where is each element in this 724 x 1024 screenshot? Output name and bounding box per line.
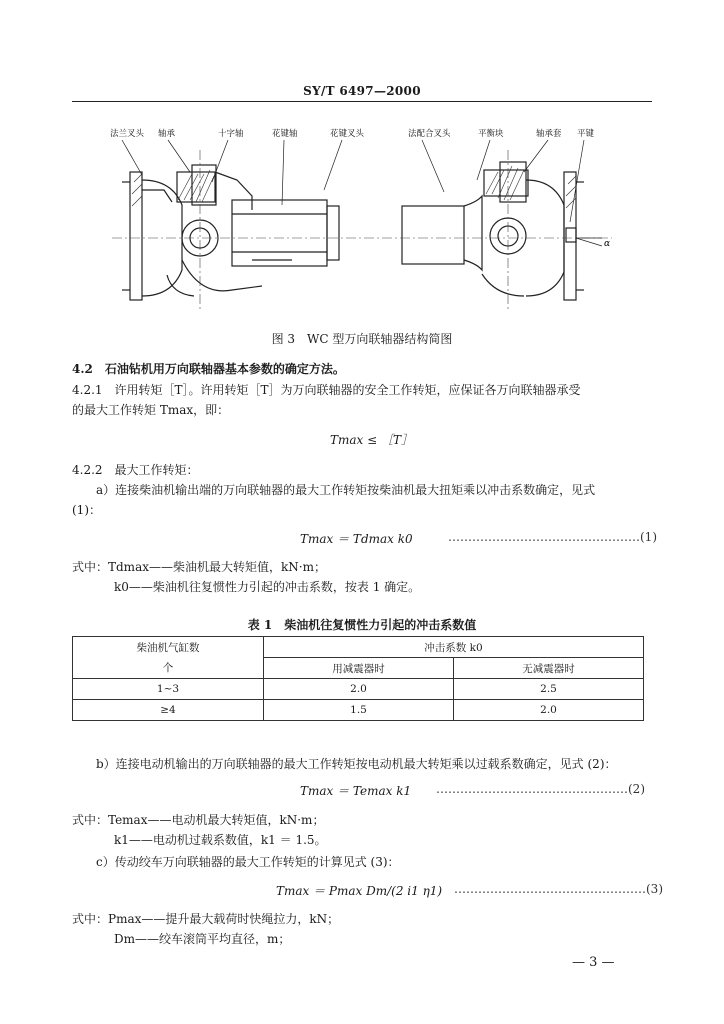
equation-3-number: …………………………………………(3) [454, 882, 663, 896]
table-1-title: 表 1 柴油机往复惯性力引起的冲击系数值 [247, 618, 477, 632]
table-row [73, 700, 644, 721]
where1-line1: 式中：Tdmax——柴油机最大转矩值，kN·m； [72, 560, 326, 574]
label-flat-key: 平键 [577, 129, 595, 139]
where2-line2: k1——电动机过载系数值，k1 ＝ 1.5。 [114, 833, 327, 847]
section-4-2-1-line1: 4.2.1 许用转矩［T］。许用转矩［T］为万向联轴器的安全工作转矩，应保证各万向联轴器承受 [72, 383, 581, 397]
page-header: SY/T 6497—2000 [303, 84, 421, 98]
where2-line1: 式中：Temax——电动机最大转矩值，kN·m； [72, 813, 325, 827]
table-head-group: 冲击系数 k0 [264, 637, 644, 658]
table-row [73, 679, 644, 700]
page-number: — 3 — [572, 955, 615, 970]
item-b: b）连接电动机输出的万向联轴器的最大工作转矩按电动机最大转矩乘以过载系数确定，见式 (2)： [96, 757, 617, 771]
table-cell: 1~3 [73, 679, 264, 700]
table-cell: ≥4 [73, 700, 264, 721]
label-cross-shaft: 十字轴 [218, 129, 244, 139]
where3-line2: Dm——绞车滚筒平均直径，m； [114, 932, 291, 946]
equation-2: Tmax ＝ Temax k1 [300, 784, 412, 798]
item-a-line2: (1)： [72, 503, 101, 517]
where3-line1: 式中：Pmax——提升最大载荷时快绳拉力，kN； [72, 912, 340, 926]
label-flange-yoke: 法兰叉头 [110, 129, 145, 139]
section-4-2-1-line2: 的最大工作转矩 Tmax，即： [72, 403, 230, 417]
equation-2-number: …………………………………………(2) [436, 782, 645, 796]
section-4-2: 4.2 石油钻机用万向联轴器基本参数的确定方法。 [72, 362, 345, 376]
table-1 [72, 636, 644, 721]
section-4-2-2: 4.2.2 最大工作转矩： [72, 463, 199, 477]
figure-3-drawing [72, 110, 652, 325]
equation-1: Tmax ＝ Tdmax k0 [300, 532, 413, 546]
inequality-formula: Tmax ≤ ［T］ [330, 433, 413, 447]
table-head-unit: 个 [73, 658, 264, 679]
table-head-sub1: 用减震器时 [264, 658, 454, 679]
table-cell: 2.5 [454, 679, 644, 700]
table-head-cylinders: 柴油机气缸数 [73, 637, 264, 658]
label-spline-shaft: 花键轴 [272, 129, 298, 139]
label-fit-yoke: 法配合叉头 [408, 129, 451, 139]
table-cell: 2.0 [264, 679, 454, 700]
item-a-line1: a）连接柴油机输出端的万向联轴器的最大工作转矩按柴油机最大扭矩乘以冲击系数确定，见式 [96, 483, 596, 497]
label-bearing: 轴承 [158, 129, 176, 139]
figure-caption: 图 3 WC 型万向联轴器结构简图 [271, 332, 453, 346]
alpha-label: α [604, 239, 611, 249]
label-balance-block: 平衡块 [478, 129, 504, 139]
equation-1-number: …………………………………………(1) [448, 530, 657, 544]
header-rule [72, 101, 652, 102]
where1-line2: k0——柴油机往复惯性力引起的冲击系数，按表 1 确定。 [114, 580, 421, 594]
equation-3: Tmax ＝ Pmax Dm/(2 i1 η1) [276, 884, 443, 898]
table-head-sub2: 无减震器时 [454, 658, 644, 679]
label-bearing-sleeve: 轴承套 [536, 129, 562, 139]
label-spline-yoke: 花键叉头 [330, 129, 365, 139]
table-cell: 2.0 [454, 700, 644, 721]
table-cell: 1.5 [264, 700, 454, 721]
item-c: c）传动绞车万向联轴器的最大工作转矩的计算见式 (3)： [96, 855, 400, 869]
